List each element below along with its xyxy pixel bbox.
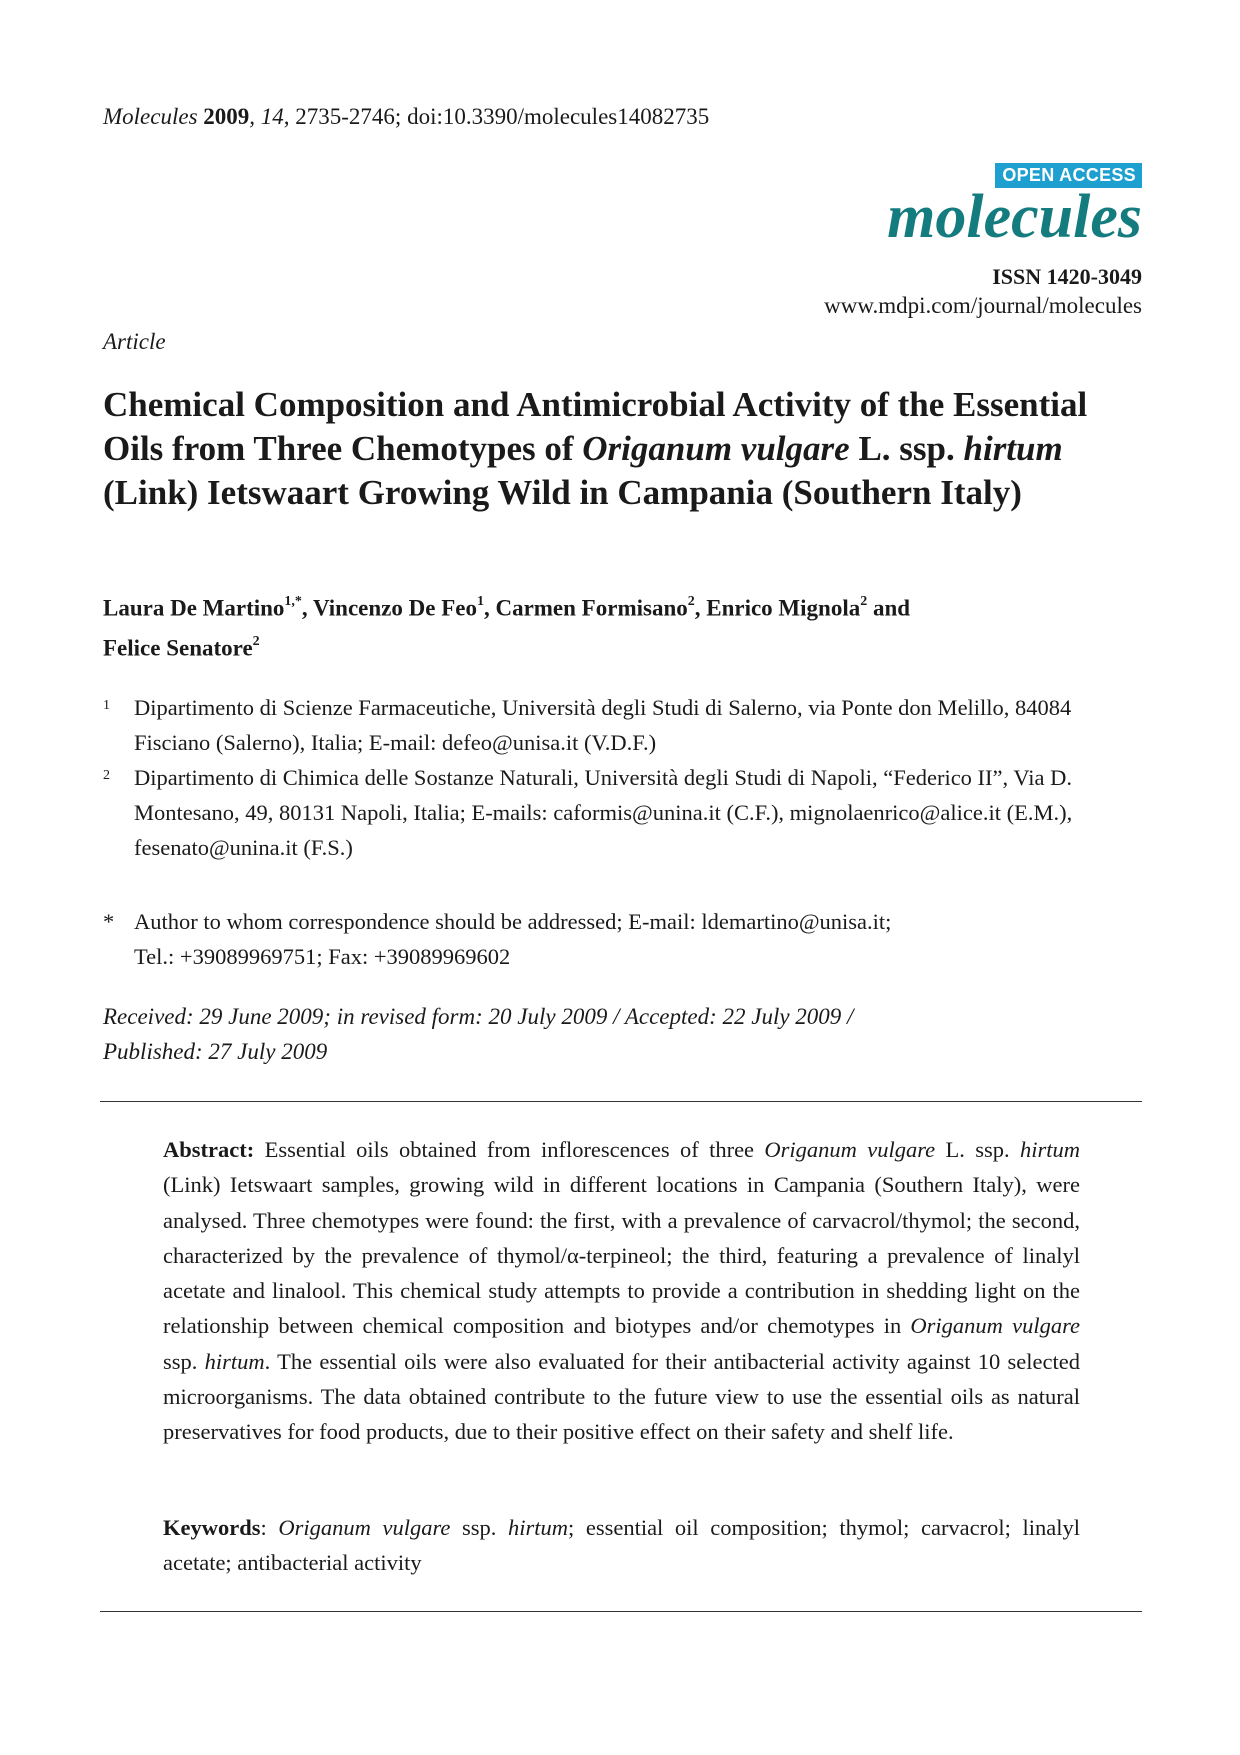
journal-url[interactable]: www.mdpi.com/journal/molecules — [824, 293, 1142, 318]
correspondence-mark: * — [103, 909, 115, 934]
author-affiliation-mark: 1 — [476, 594, 484, 609]
citation-journal: Molecules — [103, 104, 198, 129]
affiliation-text: Dipartimento di Chimica delle Sostanze Naturali, Università degli Studi di Napoli, “Federico II”, Via D. Montesano, 49, 80131 Napoli, Italia; E-mails: caformis@unina.it (C.F.), mignolaenrico@alice.it (E.M.), fesenato@unina.it (F.S.) — [134, 765, 1073, 860]
author-name: Vincenzo De Feo — [313, 595, 477, 621]
affiliation-number: 2 — [103, 768, 110, 783]
correspondence-line2: Tel.: +39089969751; Fax: +39089969602 — [134, 944, 511, 969]
paper-title: Chemical Composition and Antimicrobial Activity of the Essential Oils from Three Chemotypes of Origanum vulgare L. ssp. hirtum (Link) Ietswaart Growing Wild in Campania (Southern Italy) — [103, 385, 1088, 512]
article-type: Article — [103, 329, 166, 354]
affiliation-number: 1 — [103, 698, 110, 713]
affiliation-text: Dipartimento di Scienze Farmaceutiche, Università degli Studi di Salerno, via Ponte don Melillo, 84084 Fisciano (Salerno), Italia; E-mail: defeo@unisa.it (V.D.F.) — [134, 695, 1072, 755]
affiliation-2 — [103, 760, 1143, 865]
author-name: Laura De Martino — [103, 595, 285, 621]
abstract-label: Abstract: — [163, 1137, 255, 1162]
author-list: Laura De Martino$^{1,*}$, Vincenzo De Feo$^1$, Carmen Formisano$^2$, Enrico Mignola$^2$ and Felice Senatore$^2$ — [103, 594, 911, 661]
author-affiliation-mark: 2 — [252, 633, 260, 649]
affiliation-1 — [103, 690, 1143, 760]
keywords-label: Keywords — [163, 1515, 261, 1540]
open-access-badge: OPEN ACCESS — [995, 163, 1142, 188]
keywords: Keywords: Origanum vulgare ssp. hirtum; essential oil composition; thymol; carvacrol; linalyl acetate; antibacterial activity — [163, 1515, 1080, 1576]
author-name: Carmen Formisano — [495, 595, 688, 621]
abstract: Abstract: Essential oils obtained from inflorescences of three Origanum vulgare L. ssp. hirtum (Link) Ietswaart samples, growing wild in different locations in Campania (Southern Italy), were analysed. Three chemotypes were found: the first, with a prevalence of carvacrol/thymol; the second, characterized by the prevalence of thymol/α-terpineol; the third, featuring a prevalence of linalyl acetate and linalool. This chemical study attempts to provide a contribution in shedding light on the relationship between chemical composition and biotypes and/or chemotypes in Origanum vulgare ssp. hirtum. The essential oils were also evaluated for their antibacterial activity against 10 selected microorganisms. The data obtained contribute to the future view to use the essential oils as natural preservatives for food products, due to their positive effect on their safety and shelf life. — [163, 1137, 1081, 1445]
citation-line: Molecules 2009, 14, 2735-2746; doi:10.3390/molecules14082735 — [103, 104, 710, 129]
citation-volume: 14 — [260, 104, 284, 129]
bottom-divider — [100, 1611, 1142, 1612]
citation-pages-doi: , 2735-2746; doi:10.3390/molecules14082735 — [283, 104, 710, 129]
author-name: Felice Senatore — [103, 635, 253, 661]
top-divider — [100, 1101, 1142, 1102]
issn: ISSN 1420-3049 — [992, 264, 1142, 289]
correspondence-note — [103, 904, 1143, 974]
correspondence-line1: Author to whom correspondence should be addressed; E-mail: ldemartino@unisa.it; — [134, 909, 892, 934]
author-affiliation-mark: 1,* — [284, 594, 302, 609]
journal-logo: molecules — [887, 183, 1142, 251]
author-name: Enrico Mignola — [706, 595, 861, 621]
citation-year: 2009 — [203, 104, 250, 129]
publication-dates: Received: 29 June 2009; in revised form: 20 July 2009 / Accepted: 22 July 2009 / Published: 27 July 2009 — [103, 1004, 854, 1064]
author-affiliation-mark: 2 — [860, 594, 868, 609]
author-affiliation-mark: 2 — [687, 594, 695, 609]
